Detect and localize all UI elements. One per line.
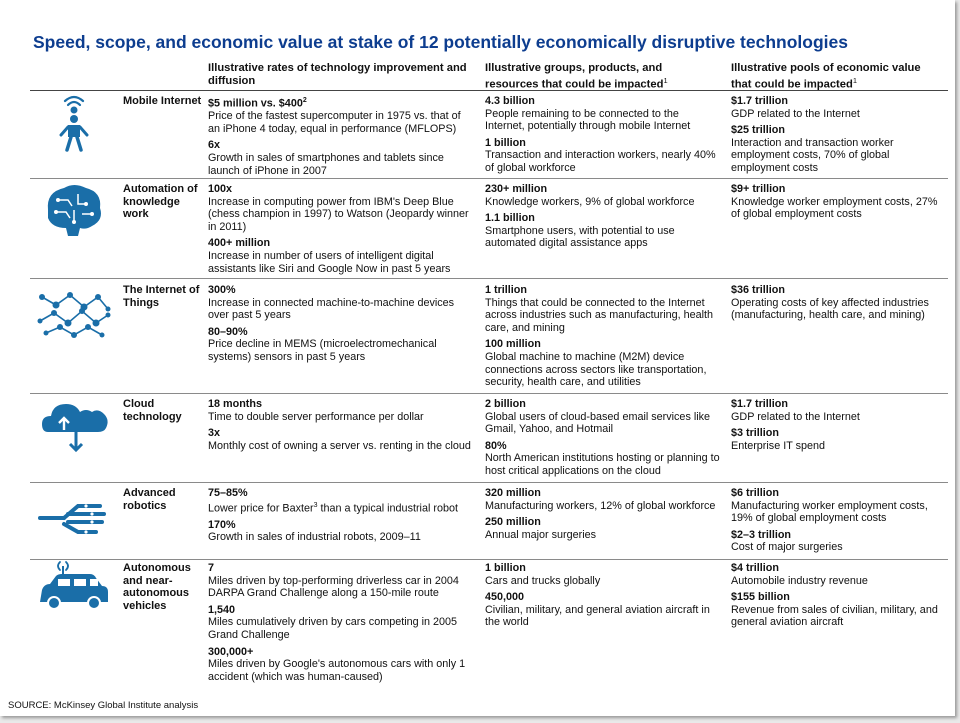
stat-value: 1.1 billion: [485, 212, 535, 225]
tech-name: Mobile Internet: [123, 95, 202, 107]
stat-value: $2–3 trillion: [731, 528, 792, 541]
stat-description: Enterprise IT spend: [731, 439, 826, 452]
stat-description: Civilian, military, and general aviation aircraft in the world: [485, 603, 710, 629]
list-item: [208, 604, 473, 642]
stat-value: 300,000+: [208, 645, 254, 658]
list-item: [485, 212, 721, 250]
list-item: [731, 487, 941, 525]
stat-value: $3 trillion: [731, 427, 779, 440]
stat-description: Miles driven by top-performing driverless car in 2004 DARPA Grand Challenge along a 150-mile route: [208, 574, 459, 600]
stat-description: Increase in number of users of intelligent digital assistants like Siri and Google Now in past 5 years: [208, 249, 451, 275]
pools-cell: [731, 183, 941, 225]
list-item: [208, 326, 473, 364]
stat-description: Cost of major surgeries: [731, 541, 843, 554]
stat-value: 1,540: [208, 603, 236, 616]
stat-description: Automobile industry revenue: [731, 574, 868, 587]
stat-description: Price of the fastest supercomputer in 1975 vs. that of an iPhone 4 today, equal in performance (MFLOPS): [208, 110, 461, 135]
list-item: [485, 338, 721, 388]
stat-description: Knowledge workers, 9% of global workforce: [485, 195, 695, 208]
list-item: [731, 562, 941, 587]
list-item: [731, 398, 941, 423]
stat-value: 18 months: [208, 398, 262, 410]
stat-description: Manufacturing workers, 12% of global workforce: [485, 499, 716, 512]
stat-value: 250 million: [485, 516, 541, 529]
pools-cell: [731, 562, 941, 633]
stat-description-text: Lower price for Baxter: [208, 502, 314, 515]
stat-description: North American institutions hosting or planning to host critical applications on the cloud: [485, 452, 720, 477]
list-item: [485, 562, 721, 587]
list-item: [485, 487, 721, 512]
list-item: [731, 124, 941, 174]
list-item: [731, 591, 941, 629]
row-divider: [30, 90, 948, 91]
stat-value: 1 billion: [485, 562, 526, 574]
groups-cell: [485, 183, 721, 254]
stat-value: 4.3 billion: [485, 95, 535, 107]
footnote-marker: 3: [313, 501, 318, 509]
stat-description: Annual major surgeries: [485, 528, 597, 541]
stat-description: Global machine to machine (M2M) device connections across sectors like transportation, security, health care, and utilities: [485, 350, 707, 389]
list-item: [731, 284, 941, 322]
stat-value: $155 billion: [731, 591, 790, 604]
rates-cell: [208, 398, 473, 456]
list-item: [731, 183, 941, 221]
footnote-marker: 1: [663, 75, 668, 85]
column-header-rates-label: Illustrative rates of technology improvement and diffusion: [208, 62, 467, 87]
stat-value: 300%: [208, 284, 236, 296]
column-header-groups-label: Illustrative groups, products, and resources that could be impacted: [485, 62, 664, 91]
list-item: [485, 440, 721, 478]
list-item: [731, 95, 941, 120]
stat-description: Miles cumulatively driven by cars competing in 2005 Grand Challenge: [208, 616, 458, 641]
autonomous-car-icon: [34, 556, 114, 620]
tech-name: Automation of knowledge work: [123, 183, 198, 220]
stat-value: [208, 95, 473, 110]
stat-description: Monthly cost of owning a server vs. renting in the cloud: [208, 439, 471, 452]
stat-description: Increase in computing power from IBM's Deep Blue (chess champion in 1997) to Watson (Jeopardy winner in 2011): [208, 195, 469, 233]
stat-value: 75–85%: [208, 487, 248, 499]
stat-value: 170%: [208, 518, 236, 531]
stat-description: GDP related to the Internet: [731, 410, 860, 423]
stat-value: $9+ trillion: [731, 183, 786, 195]
list-item: [208, 427, 473, 452]
stat-description: [208, 500, 473, 515]
stat-description: Interaction and transaction worker employment costs, 70% of global employment costs: [731, 136, 894, 174]
tech-name: Autonomous and near-autonomous vehicles: [123, 562, 191, 612]
rates-cell: [208, 95, 473, 181]
pools-cell: [731, 487, 941, 558]
stat-description: Transaction and interaction workers, nearly 40% of global workforce: [485, 149, 716, 174]
row-divider: [30, 178, 948, 179]
list-item: [208, 562, 473, 600]
stat-description: People remaining to be connected to the Internet, potentially through mobile Internet: [485, 107, 691, 133]
page-title: Speed, scope, and economic value at stake of 12 potentially economically disruptive technologies: [33, 32, 848, 52]
footnote-marker: 1: [852, 75, 858, 85]
connected-things-icon: [34, 281, 114, 345]
row-divider: [30, 278, 948, 279]
column-header-pools: [731, 62, 941, 91]
stat-value: 1 trillion: [485, 284, 527, 296]
list-item: [208, 139, 473, 177]
robotic-hand-icon: [34, 484, 114, 548]
brain-circuit-icon: [34, 180, 114, 244]
pools-cell: [731, 284, 941, 326]
stat-value: 400+ million: [208, 237, 271, 250]
list-item: [485, 137, 721, 175]
pools-cell: [731, 95, 941, 179]
stat-value: 7: [208, 562, 215, 574]
rates-cell: [208, 284, 473, 368]
stat-description: GDP related to the Internet: [731, 107, 860, 120]
stat-description: Operating costs of key affected industries (manufacturing, health care, and mining): [731, 296, 929, 322]
stat-value: 100x: [208, 183, 233, 195]
groups-cell: [485, 398, 721, 482]
list-item: [208, 398, 473, 423]
groups-cell: [485, 95, 721, 179]
mobile-person-icon: [34, 92, 114, 156]
stat-description: Growth in sales of industrial robots, 2009–11: [208, 531, 421, 544]
list-item: [208, 646, 473, 684]
list-item: [208, 284, 473, 322]
stat-value: 100 million: [485, 338, 541, 351]
stat-value: $1.7 trillion: [731, 95, 788, 107]
list-item: [208, 487, 473, 515]
stat-value: 3x: [208, 427, 221, 440]
footnote-marker: 2: [302, 97, 307, 104]
stat-value: $25 trillion: [731, 124, 786, 137]
stat-value: $6 trillion: [731, 487, 779, 499]
column-header-rates: [208, 62, 468, 87]
stat-value: $1.7 trillion: [731, 398, 788, 410]
tech-name: The Internet of Things: [123, 284, 200, 309]
list-item: [485, 95, 721, 133]
stat-description: Time to double server performance per dollar: [208, 410, 424, 423]
stat-value: 450,000: [485, 591, 525, 604]
rates-cell: [208, 487, 473, 548]
list-item: [485, 284, 721, 334]
stat-description: Manufacturing worker employment costs, 19% of global employment costs: [731, 499, 928, 525]
list-item: [485, 398, 721, 436]
stat-description: Miles driven by Google's autonomous cars with only 1 accident (which was human-caused): [208, 658, 466, 683]
stat-description: Growth in sales of smartphones and tablets since launch of iPhone in 2007: [208, 151, 444, 177]
list-item: [208, 237, 473, 275]
stat-description: Smartphone users, with potential to use automated digital assistance apps: [485, 224, 675, 250]
row-divider: [30, 482, 948, 483]
row-divider: [30, 559, 948, 560]
list-item: [208, 519, 473, 544]
groups-cell: [485, 562, 721, 633]
source-note: SOURCE: McKinsey Global Institute analysis: [8, 700, 199, 711]
list-item: [208, 183, 473, 233]
stat-value: 6x: [208, 139, 221, 152]
stat-value: 2 billion: [485, 398, 526, 410]
rates-cell: [208, 183, 473, 279]
stat-description: Knowledge worker employment costs, 27% of global employment costs: [731, 195, 938, 221]
stat-description: Cars and trucks globally: [485, 574, 601, 587]
list-item: [731, 529, 941, 554]
rates-cell: [208, 562, 473, 687]
list-item: [208, 95, 473, 135]
cloud-arrows-icon: [34, 394, 114, 458]
tech-name: Cloud technology: [123, 398, 182, 423]
list-item: [731, 427, 941, 452]
stat-description: Price decline in MEMS (microelectromechanical systems) sensors in past 5 years: [208, 338, 437, 363]
column-header-groups: [485, 62, 715, 91]
stat-value: 1 billion: [485, 136, 526, 149]
stat-description: Increase in connected machine-to-machine devices over past 5 years: [208, 296, 455, 322]
stat-value: 80%: [485, 439, 507, 452]
row-divider: [30, 393, 948, 394]
stat-value: 320 million: [485, 487, 541, 499]
list-item: [485, 183, 721, 208]
list-item: [485, 516, 721, 541]
stat-value: $36 trillion: [731, 284, 786, 296]
tech-name: Advanced robotics: [123, 487, 176, 512]
groups-cell: [485, 487, 721, 545]
stat-value: 230+ million: [485, 183, 548, 195]
stat-value-text: $5 million vs. $400: [208, 97, 303, 110]
list-item: [485, 591, 721, 629]
stat-description: Revenue from sales of civilian, military, and general aviation aircraft: [731, 603, 938, 629]
pools-cell: [731, 398, 941, 456]
column-header-pools-label: Illustrative pools of economic value that could be impacted: [731, 62, 921, 91]
stat-value: $4 trillion: [731, 562, 779, 574]
stat-description: Global users of cloud-based email services like Gmail, Yahoo, and Hotmail: [485, 410, 711, 436]
stat-value: 80–90%: [208, 325, 248, 338]
stat-description: Things that could be connected to the Internet across industries such as manufacturing, health care, and mining: [485, 296, 714, 334]
stat-description-text: than a typical industrial robot: [317, 502, 458, 515]
groups-cell: [485, 284, 721, 393]
